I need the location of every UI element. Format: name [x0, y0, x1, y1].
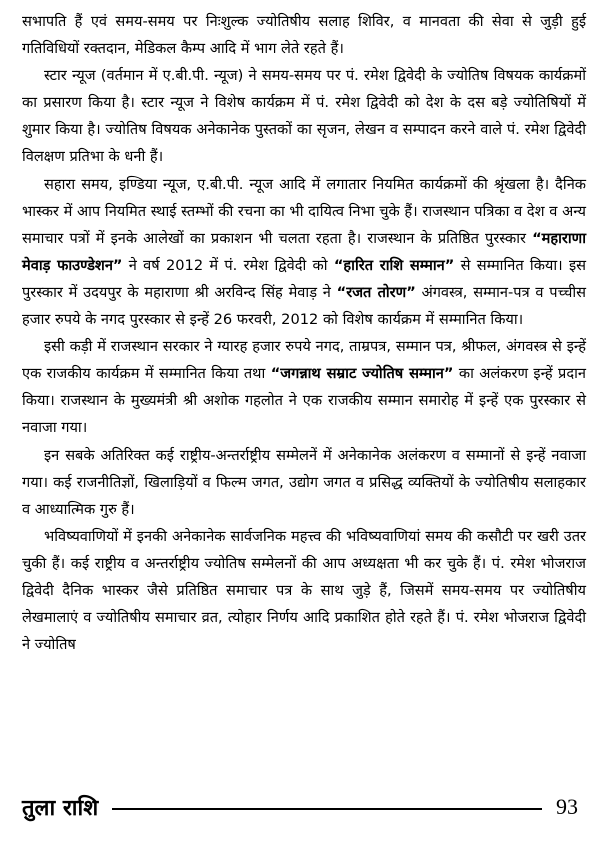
highlighted-title: “हारित राशि सम्मान”	[333, 256, 455, 274]
text-run: स्टार न्यूज (वर्तमान में ए.बी.पी. न्यूज) ने समय-समय पर पं. रमेश द्विवेदी के ज्योतिष विषयक कार्यक्रमों का प्रसारण किया है। स्टार न्यूज ने विशेष कार्यक्रम में पं. रमेश द्विवेदी को देश के दस बड़े ज्योतिषियों में शुमार किया है। ज्योतिष विषयक अनेकानेक पुस्तकों का सृजन, लेखन व सम्पादन करने वाले पं. रमेश द्विवेदी विलक्षण प्रतिभा के धनी हैं।	[22, 67, 586, 166]
text-run: इसी कड़ी में राजस्थान सरकार ने ग्यारह हजार रुपये नगद, ताम्रपत्र, सम्मान पत्र, श्रीफल, अंगवस्त्र से इन्हें एक राजकीय कार्यक्रम में सम्मानित किया तथा	[22, 338, 586, 383]
page-number: 93	[556, 794, 578, 819]
text-run: भविष्यवाणियों में इनकी अनेकानेक सार्वजनिक महत्त्व की भविष्यवाणियां समय की कसौटी पर खरी उतर चुकी हैं। कई राष्ट्रीय व अन्तर्राष्ट्रीय ज्योतिष सम्मेलनों की आप अध्यक्षता भी कर चुके हैं। पं. रमेश भोजराज द्विवेदी दैनिक भास्कर जैसे प्रतिष्ठित समाचार पत्र के साथ जुड़े हैं, जिसमें समय-समय पर ज्योतिषीय लेखमालाएं व ज्योतिषीय समाचार व्रत, त्योहार निर्णय आदि प्रकाशित होते रहते हैं। पं. रमेश भोजराज द्विवेदी ने ज्योतिष	[22, 527, 586, 654]
paragraph	[22, 8, 586, 62]
text-run: का अलंकरण इन्हें प्रदान किया। राजस्थान के मुख्यमंत्री श्री अशोक गहलोत ने एक राजकीय सम्मान समारोह में इन्हें एक पुरस्कार से नवाजा गया।	[22, 365, 586, 437]
footer-rule	[112, 808, 542, 810]
text-run: से सम्मानित किया। इस पुरस्कार में उदयपुर के महाराणा श्री अरविन्द सिंह मेवाड़ ने	[22, 256, 586, 301]
page-body	[22, 8, 586, 658]
paragraph	[22, 442, 586, 523]
text-run: सभापति हैं एवं समय-समय पर निःशुल्क ज्योतिषीय सलाह शिविर, व मानवता की सेवा से जुड़ी हुई गतिविधियों रक्तदान, मेडिकल कैम्प आदि में भाग लेते रहते हैं।	[22, 13, 586, 58]
highlighted-title: “जगन्नाथ सम्राट ज्योतिष सम्मान”	[270, 365, 454, 383]
paragraph	[22, 523, 586, 658]
paragraph	[22, 333, 586, 441]
highlighted-title: “रजत तोरण”	[336, 283, 416, 301]
footer-title: तुला राशि	[22, 796, 99, 821]
text-run: अंगवस्त्र, सम्मान-पत्र व पच्चीस हजार रुपये के नगद पुरस्कार से इन्हें 26 फरवरी, 2012 को विशेष कार्यक्रम में सम्मानित किया।	[22, 283, 586, 329]
highlighted-title: “महाराणा मेवाड़ फाउण्डेशन”	[22, 229, 586, 274]
paragraph	[22, 171, 586, 334]
text-run: ने वर्ष 2012 में पं. रमेश द्विवेदी को	[122, 256, 334, 274]
paragraph	[22, 62, 586, 170]
page-footer	[22, 790, 578, 824]
text-run: इन सबके अतिरिक्त कई राष्ट्रीय-अन्तर्राष्ट्रीय सम्मेलनें में अनेकानेक अलंकरण व सम्मानों से इन्हें नवाजा गया। कई राजनीतिज्ञों, खिलाड़ियों व फिल्म जगत, उद्योग जगत व प्रसिद्ध व्यक्तियों के ज्योतिषीय सलाहकार व आध्यात्मिक गुरु हैं।	[22, 446, 586, 518]
text-body	[22, 8, 586, 658]
text-run: सहारा समय, इण्डिया न्यूज, ए.बी.पी. न्यूज आदि में लगातार नियमित कार्यक्रमों की श्रृंखला है। दैनिक भास्कर में आप नियमित स्थाई स्तम्भों की रचना का भी दायित्व निभा चुके हैं। राजस्थान पत्रिका व देश व अन्य समाचार पत्रों में इनके आलेखों का प्रकाशन भी चलता रहता है। राजस्थान के प्रतिष्ठित पुरस्कार	[22, 175, 586, 247]
